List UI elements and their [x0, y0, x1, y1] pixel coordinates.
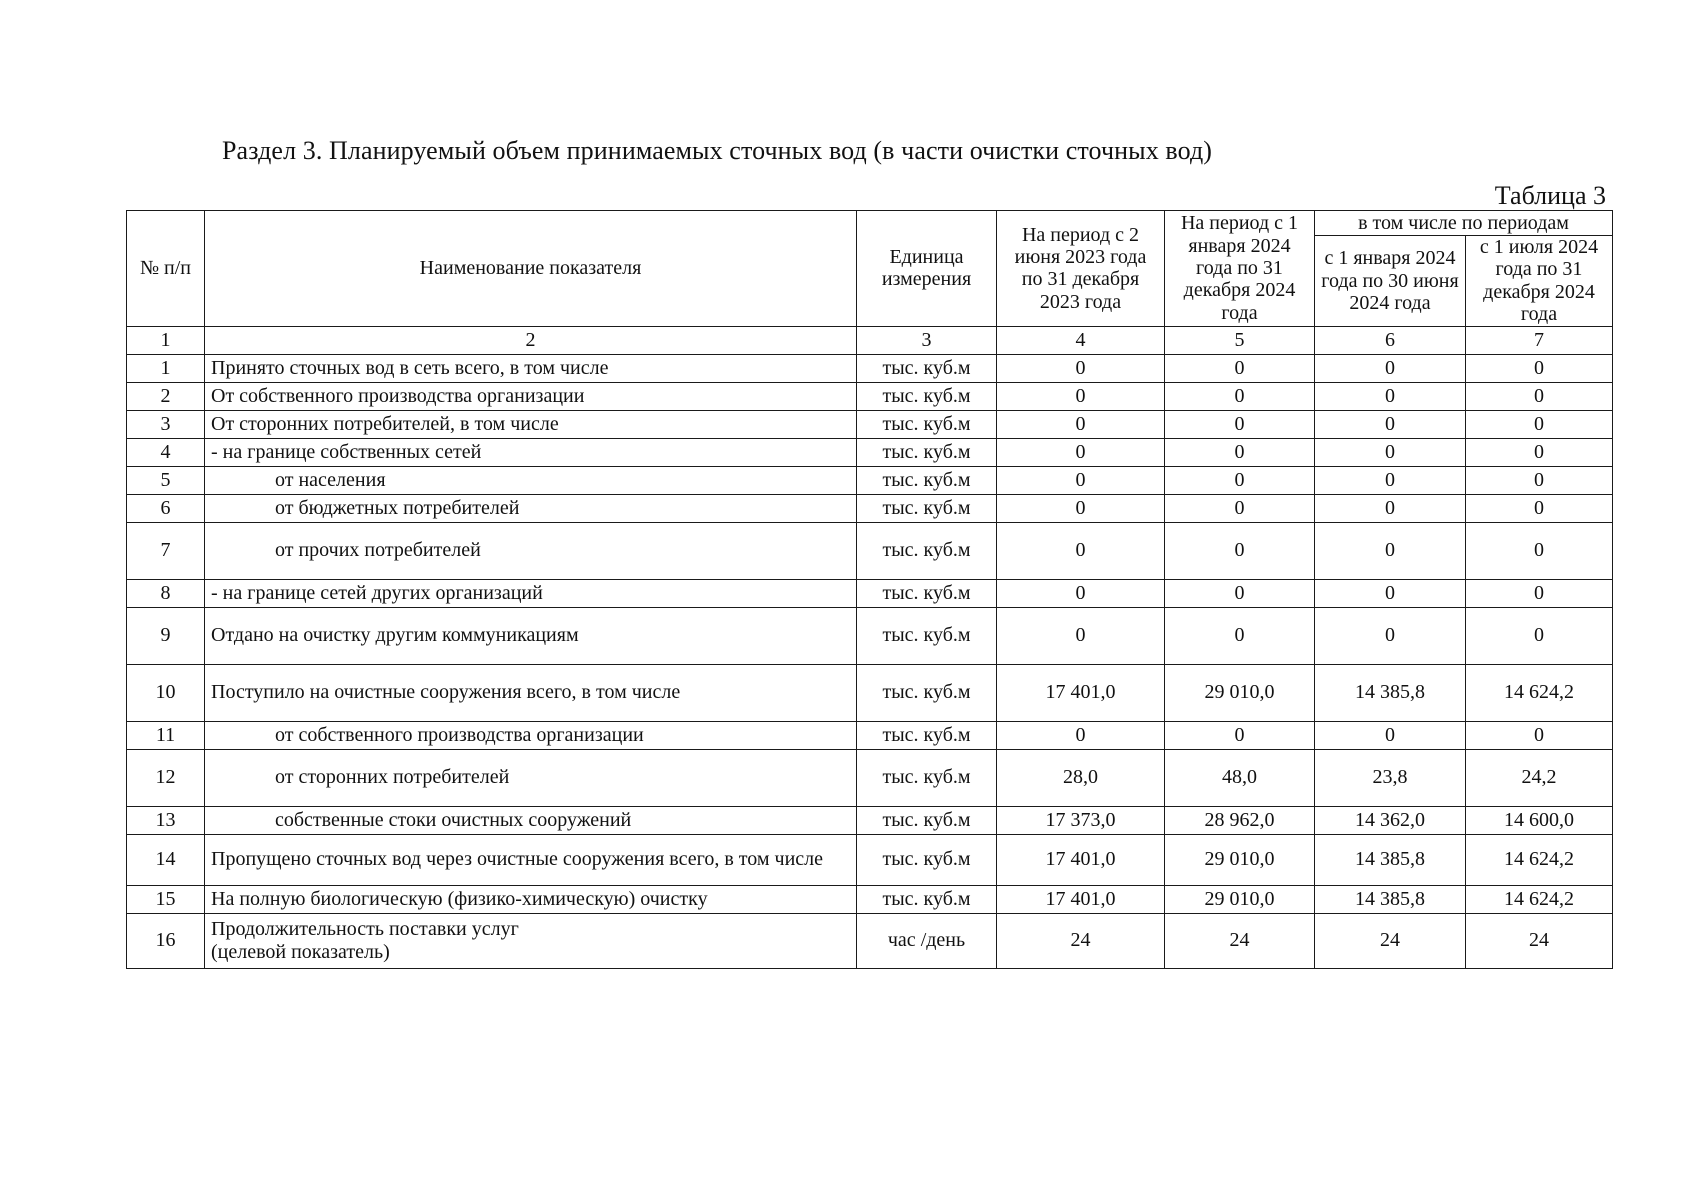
value-cell: 17 373,0 [997, 806, 1165, 834]
row-number: 2 [127, 382, 205, 410]
column-numbers-row [127, 326, 1613, 354]
column-number: 2 [205, 326, 857, 354]
value-cell: 0 [997, 607, 1165, 664]
row-number: 3 [127, 410, 205, 438]
value-cell: 0 [997, 354, 1165, 382]
header-period-2023: На период с 2 июня 2023 года по 31 декабря 2023 года [997, 211, 1165, 327]
value-cell: 0 [1466, 438, 1613, 466]
value-cell: 0 [1315, 354, 1466, 382]
value-cell: 0 [1466, 382, 1613, 410]
value-cell: 24,2 [1466, 749, 1613, 806]
table-row [127, 913, 1613, 968]
value-cell: 14 624,2 [1466, 885, 1613, 913]
value-cell: 29 010,0 [1165, 664, 1315, 721]
table-caption: Таблица 3 [1494, 181, 1606, 210]
value-cell: 0 [1165, 354, 1315, 382]
value-cell: 0 [1165, 410, 1315, 438]
value-cell: 0 [1165, 607, 1315, 664]
value-cell: 0 [1466, 579, 1613, 607]
indicator-name: Принято сточных вод в сеть всего, в том числе [205, 354, 857, 382]
value-cell: 0 [1315, 522, 1466, 579]
unit-cell: час /день [857, 913, 997, 968]
value-cell: 0 [1466, 607, 1613, 664]
value-cell: 0 [997, 721, 1165, 749]
value-cell: 14 624,2 [1466, 664, 1613, 721]
row-number: 13 [127, 806, 205, 834]
table-row [127, 522, 1613, 579]
indicator-name: от сторонних потребителей [205, 749, 857, 806]
header-num: № п/п [127, 211, 205, 327]
row-number: 15 [127, 885, 205, 913]
value-cell: 14 385,8 [1315, 885, 1466, 913]
value-cell: 14 362,0 [1315, 806, 1466, 834]
row-number: 12 [127, 749, 205, 806]
table-row [127, 885, 1613, 913]
value-cell: 0 [1315, 721, 1466, 749]
indicator-name [205, 913, 857, 968]
wastewater-volume-table [126, 210, 1613, 969]
unit-cell: тыс. куб.м [857, 749, 997, 806]
row-number: 11 [127, 721, 205, 749]
value-cell: 0 [997, 382, 1165, 410]
value-cell: 0 [1165, 721, 1315, 749]
row-number: 14 [127, 834, 205, 885]
row-number: 8 [127, 579, 205, 607]
value-cell: 0 [1315, 607, 1466, 664]
value-cell: 0 [1466, 494, 1613, 522]
column-number: 3 [857, 326, 997, 354]
value-cell: 0 [1466, 354, 1613, 382]
unit-cell: тыс. куб.м [857, 522, 997, 579]
value-cell: 0 [1315, 382, 1466, 410]
value-cell: 24 [1466, 913, 1613, 968]
indicator-name: От собственного производства организации [205, 382, 857, 410]
unit-cell: тыс. куб.м [857, 438, 997, 466]
value-cell: 0 [997, 466, 1165, 494]
value-cell: 0 [1165, 438, 1315, 466]
unit-cell: тыс. куб.м [857, 721, 997, 749]
value-cell: 0 [1315, 579, 1466, 607]
indicator-name: Пропущено сточных вод через очистные сооружения всего, в том числе [205, 834, 857, 885]
unit-cell: тыс. куб.м [857, 834, 997, 885]
header-subperiods-group: в том числе по периодам [1315, 211, 1613, 236]
value-cell: 14 385,8 [1315, 834, 1466, 885]
value-cell: 0 [1466, 410, 1613, 438]
column-number: 6 [1315, 326, 1466, 354]
header-unit: Единица измерения [857, 211, 997, 327]
indicator-name: На полную биологическую (физико-химическую) очистку [205, 885, 857, 913]
indicator-name: от населения [205, 466, 857, 494]
indicator-name: от бюджетных потребителей [205, 494, 857, 522]
unit-cell: тыс. куб.м [857, 410, 997, 438]
value-cell: 23,8 [1315, 749, 1466, 806]
value-cell: 0 [997, 438, 1165, 466]
value-cell: 14 624,2 [1466, 834, 1613, 885]
row-number: 5 [127, 466, 205, 494]
row-number: 1 [127, 354, 205, 382]
table-row [127, 607, 1613, 664]
value-cell: 24 [1315, 913, 1466, 968]
value-cell: 24 [1165, 913, 1315, 968]
unit-cell: тыс. куб.м [857, 354, 997, 382]
table-row [127, 466, 1613, 494]
column-number: 1 [127, 326, 205, 354]
header-period-2024: На период с 1 января 2024 года по 31 декабря 2024 года [1165, 211, 1315, 327]
value-cell: 0 [1315, 466, 1466, 494]
value-cell: 0 [1165, 466, 1315, 494]
indicator-name: собственные стоки очистных сооружений [205, 806, 857, 834]
value-cell: 0 [1466, 522, 1613, 579]
unit-cell: тыс. куб.м [857, 382, 997, 410]
row-number: 9 [127, 607, 205, 664]
value-cell: 0 [997, 579, 1165, 607]
value-cell: 0 [997, 410, 1165, 438]
table-row [127, 579, 1613, 607]
table-row [127, 494, 1613, 522]
value-cell: 14 385,8 [1315, 664, 1466, 721]
header-period-h1-2024: с 1 января 2024 года по 30 июня 2024 года [1315, 236, 1466, 327]
value-cell: 29 010,0 [1165, 885, 1315, 913]
table-row [127, 749, 1613, 806]
row-number: 4 [127, 438, 205, 466]
value-cell: 0 [997, 494, 1165, 522]
value-cell: 0 [1165, 579, 1315, 607]
unit-cell: тыс. куб.м [857, 885, 997, 913]
indicator-name: От сторонних потребителей, в том числе [205, 410, 857, 438]
indicator-name: - на границе собственных сетей [205, 438, 857, 466]
value-cell: 17 401,0 [997, 664, 1165, 721]
value-cell: 0 [1165, 494, 1315, 522]
value-cell: 0 [1466, 466, 1613, 494]
table-row [127, 721, 1613, 749]
indicator-name: Отдано на очистку другим коммуникациям [205, 607, 857, 664]
value-cell: 17 401,0 [997, 885, 1165, 913]
section-title: Раздел 3. Планируемый объем принимаемых сточных вод (в части очистки сточных вод) [222, 136, 1213, 165]
indicator-name: от прочих потребителей [205, 522, 857, 579]
table-row [127, 806, 1613, 834]
value-cell: 48,0 [1165, 749, 1315, 806]
value-cell: 14 600,0 [1466, 806, 1613, 834]
row-number: 16 [127, 913, 205, 968]
value-cell: 29 010,0 [1165, 834, 1315, 885]
header-period-h2-2024: с 1 июля 2024 года по 31 декабря 2024 года [1466, 236, 1613, 327]
unit-cell: тыс. куб.м [857, 607, 997, 664]
indicator-name: - на границе сетей других организаций [205, 579, 857, 607]
indicator-name-line: Продолжительность поставки услуг [211, 918, 519, 941]
unit-cell: тыс. куб.м [857, 664, 997, 721]
column-number: 4 [997, 326, 1165, 354]
value-cell: 0 [997, 522, 1165, 579]
value-cell: 0 [1315, 410, 1466, 438]
table-row [127, 382, 1613, 410]
header-name: Наименование показателя [205, 211, 857, 327]
indicator-name: Поступило на очистные сооружения всего, в том числе [205, 664, 857, 721]
indicator-name: от собственного производства организации [205, 721, 857, 749]
row-number: 7 [127, 522, 205, 579]
table-row [127, 834, 1613, 885]
row-number: 6 [127, 494, 205, 522]
value-cell: 28,0 [997, 749, 1165, 806]
column-number: 5 [1165, 326, 1315, 354]
table-row [127, 410, 1613, 438]
value-cell: 0 [1315, 438, 1466, 466]
value-cell: 0 [1165, 522, 1315, 579]
value-cell: 0 [1315, 494, 1466, 522]
table-row [127, 664, 1613, 721]
unit-cell: тыс. куб.м [857, 579, 997, 607]
table-row [127, 354, 1613, 382]
unit-cell: тыс. куб.м [857, 494, 997, 522]
value-cell: 24 [997, 913, 1165, 968]
value-cell: 17 401,0 [997, 834, 1165, 885]
column-number: 7 [1466, 326, 1613, 354]
table-row [127, 438, 1613, 466]
value-cell: 0 [1466, 721, 1613, 749]
row-number: 10 [127, 664, 205, 721]
indicator-name-line: (целевой показатель) [211, 940, 390, 963]
value-cell: 28 962,0 [1165, 806, 1315, 834]
value-cell: 0 [1165, 382, 1315, 410]
unit-cell: тыс. куб.м [857, 466, 997, 494]
unit-cell: тыс. куб.м [857, 806, 997, 834]
